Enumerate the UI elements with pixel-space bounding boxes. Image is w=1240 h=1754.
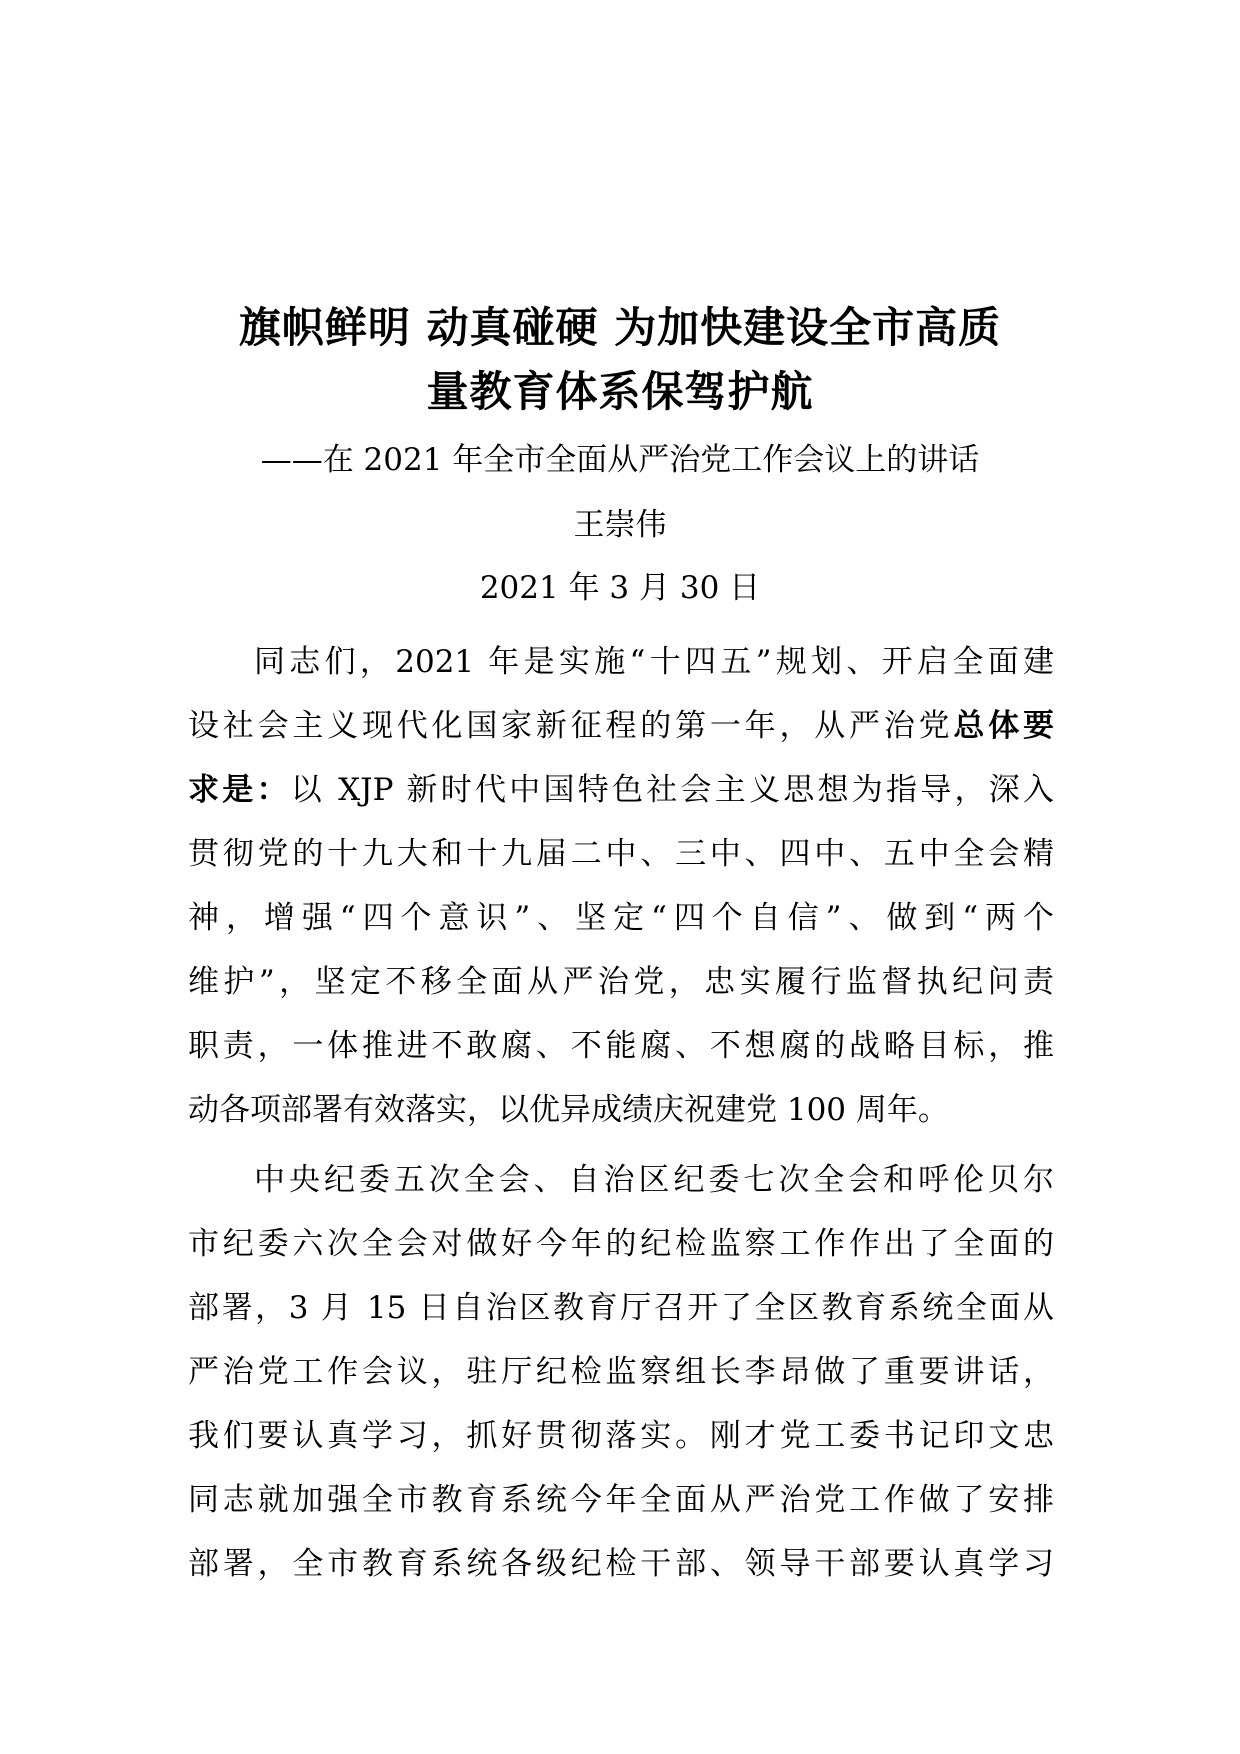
paragraph-1-text: 以 XJP 新时代中国特色社会主义思想为指导，深入 [290,772,1055,808]
document-author: 王崇伟 [573,507,667,543]
paragraph-1-emphasis: 求是： [188,772,291,808]
paragraph-1 [188,630,1054,1142]
paragraph-2-line: 同志就加强全市教育系统今年全面从严治党工作做了安排 [188,1482,1054,1518]
paragraph-1-line: 职责，一体推进不敢腐、不能腐、不想腐的战略目标，推 [188,1028,1054,1064]
paragraph-1-line: 维护”，坚定不移全面从严治党，忠实履行监督执纪问责 [188,964,1054,1000]
paragraph-2-line: 中央纪委五次全会、自治区纪委七次全会和呼伦贝尔 [254,1162,1054,1198]
document-subtitle: ——在 2021 年全市全面从严治党工作会议上的讲话 [260,442,980,478]
paragraph-1-text: 设社会主义现代化国家新征程的第一年，从严治党 [188,708,954,744]
document-title-line-1: 旗帜鲜明 动真碰硬 为加快建设全市高质 [238,303,1002,352]
paragraph-2-line: 部署，3 月 15 日自治区教育厅召开了全区教育系统全面从 [188,1290,1054,1326]
paragraph-2 [188,1148,1054,1596]
paragraph-1-line: 动各项部署有效落实，以优异成绩庆祝建党 100 周年。 [188,1092,949,1128]
paragraph-2-line: 我们要认真学习，抓好贯彻落实。刚才党工委书记印文忠 [188,1418,1054,1454]
paragraph-1-line [188,694,1054,758]
paragraph-1-line: 贯彻党的十九大和十九届二中、三中、四中、五中全会精 [188,836,1054,872]
paragraph-2-line: 部署，全市教育系统各级纪检干部、领导干部要认真学习 [188,1546,1054,1582]
paragraph-1-line: 同志们，2021 年是实施“十四五”规划、开启全面建 [254,644,1054,680]
document-date: 2021 年 3 月 30 日 [479,570,761,606]
paragraph-1-emphasis: 总体要 [953,708,1055,744]
paragraph-2-line: 严治党工作会议，驻厅纪检监察组长李昂做了重要讲话， [188,1354,1054,1390]
paragraph-2-line: 市纪委六次全会对做好今年的纪检监察工作作出了全面的 [188,1226,1054,1262]
paragraph-1-line: 神，增强“四个意识”、坚定“四个自信”、做到“两个 [188,900,1054,936]
document-title-line-2: 量教育体系保驾护航 [426,367,814,416]
paragraph-1-line [188,758,1054,822]
